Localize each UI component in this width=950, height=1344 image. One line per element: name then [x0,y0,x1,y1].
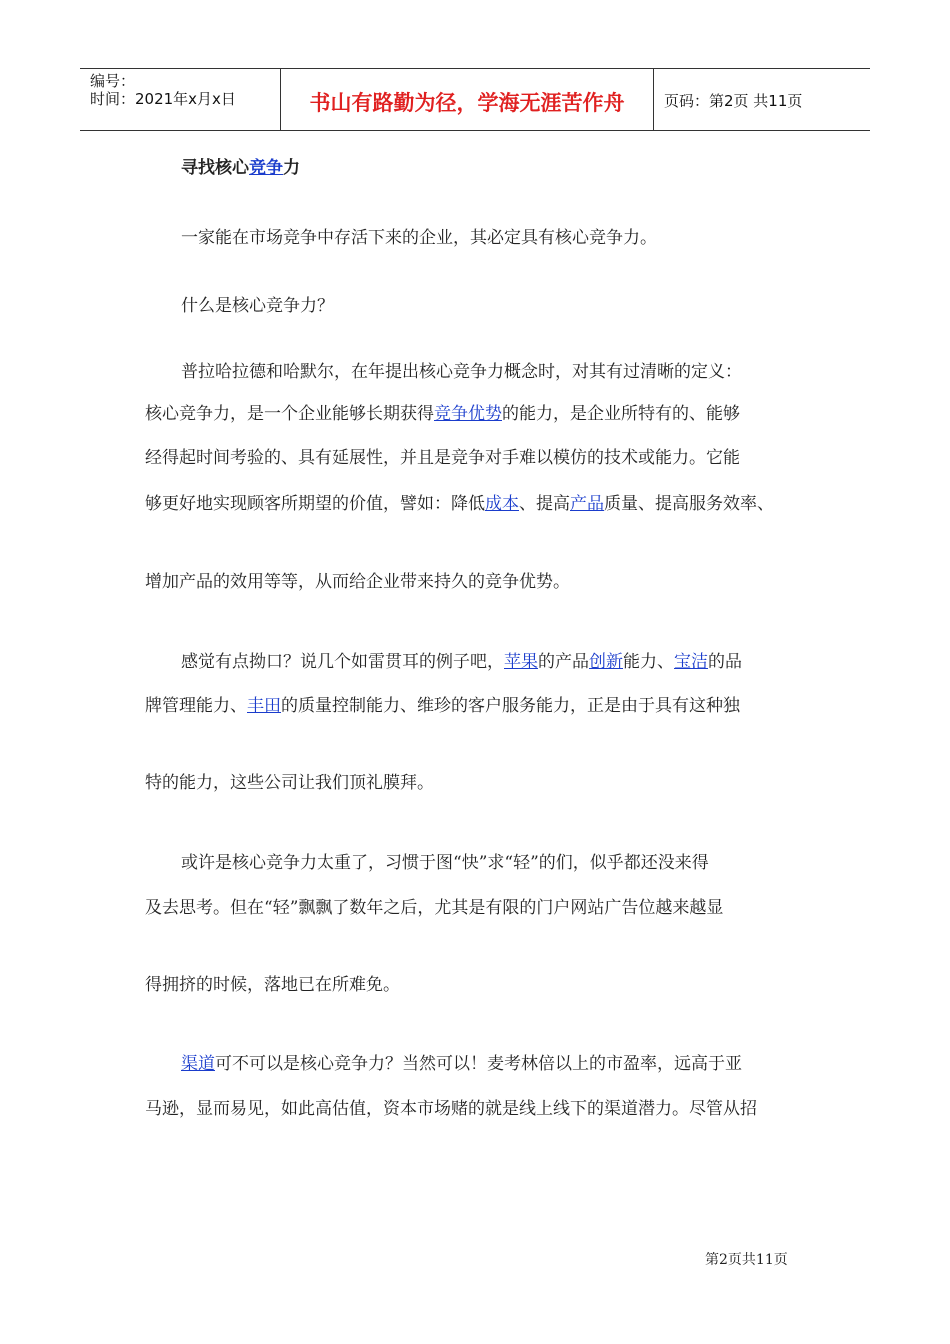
text-run: 的产品 [538,652,589,672]
number-label: 编号： [90,72,136,90]
link-jingzheng[interactable]: 竞争 [249,158,283,178]
text-run: 的品 [708,652,742,672]
page-header [80,68,870,131]
link-chanpin[interactable]: 产品 [570,494,604,514]
page-footer: 第2页共11页 [705,1252,788,1268]
paragraph-line: 特的能力，这些公司让我们顶礼膜拜。 [145,773,434,793]
paragraph-line: 普拉哈拉德和哈默尔，在年提出核心竞争力概念时，对其有过清晰的定义： [181,362,742,382]
text-run: 能力、 [623,652,674,672]
link-pingguo[interactable]: 苹果 [504,652,538,672]
text-run: 牌管理能力、 [145,696,247,716]
text-run: 核心竞争力，是一个企业能够长期获得 [145,404,434,424]
motto: 书山有路勤为径，学海无涯苦作舟 [309,91,625,115]
text-run: 感觉有点拗口？说几个如雷贯耳的例子吧， [181,652,504,672]
text-run: 够更好地实现顾客所期望的价值，譬如：降低 [145,494,485,514]
link-chuangxin[interactable]: 创新 [589,652,623,672]
article-title [181,158,300,178]
paragraph-line: 得拥挤的时候，落地已在所难免。 [145,975,400,995]
header-meta-cell [80,69,281,130]
paragraph-line: 什么是核心竞争力？ [181,296,334,316]
text-run: 的质量控制能力、维珍的客户服务能力，正是由于具有这种独 [281,696,740,716]
link-jingzheng-youshi[interactable]: 竞争优势 [434,404,502,424]
title-text-end: 力 [283,158,300,178]
paragraph-line [181,1054,742,1074]
paragraph-line: 一家能在市场竞争中存活下来的企业，其必定具有核心竞争力。 [181,228,657,248]
paragraph-line: 经得起时间考验的、具有延展性，并且是竞争对手难以模仿的技术或能力。它能 [145,448,740,468]
link-qudao[interactable]: 渠道 [181,1054,215,1074]
paragraph-line [181,652,742,672]
page-info: 页码：第2页 共11页 [664,92,803,110]
paragraph-line: 马逊，显而易见，如此高估值，资本市场赌的就是线上线下的渠道潜力。尽管从招 [145,1099,757,1119]
link-baojie[interactable]: 宝洁 [674,652,708,672]
text-run: 、提高 [519,494,570,514]
link-fengtian[interactable]: 丰田 [247,696,281,716]
text-run: 质量、提高服务效率、 [604,494,774,514]
title-text: 寻找核心 [181,158,249,178]
time-label: 时间：2021年x月x日 [90,90,236,108]
paragraph-line: 及去思考。但在“轻”飘飘了数年之后，尤其是有限的门户网站广告位越来越显 [145,898,724,918]
header-page-cell [654,69,870,130]
text-run: 的能力，是企业所特有的、能够 [502,404,740,424]
paragraph-line: 增加产品的效用等等，从而给企业带来持久的竞争优势。 [145,572,570,592]
header-motto-cell [281,69,654,130]
paragraph-line [145,696,740,716]
paragraph-line [145,404,740,424]
link-chengben[interactable]: 成本 [485,494,519,514]
text-run: 可不可以是核心竞争力？当然可以！麦考林倍以上的市盈率，远高于亚 [215,1054,742,1074]
paragraph-line [145,494,774,514]
paragraph-line: 或许是核心竞争力太重了，习惯于图“快”求“轻”的们，似乎都还没来得 [181,853,709,873]
